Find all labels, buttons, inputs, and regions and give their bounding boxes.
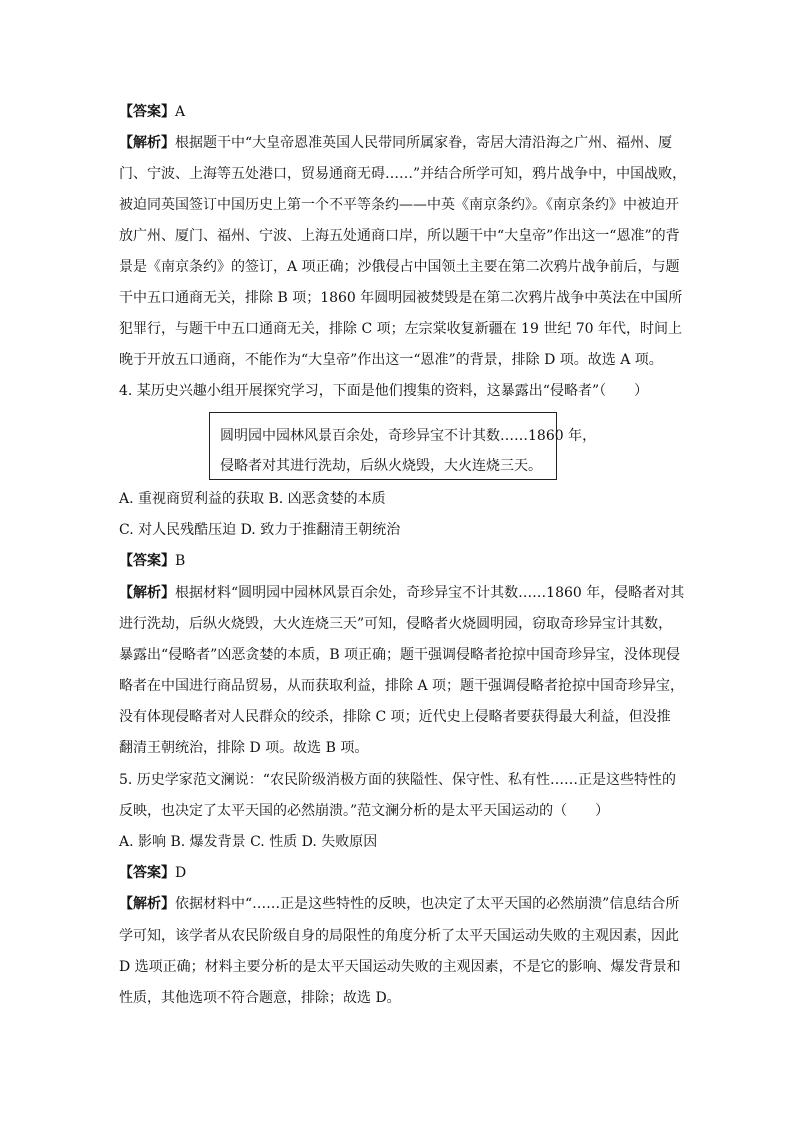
analysis-label: 【解析】: [119, 135, 175, 151]
q4-source-material-box: [209, 412, 597, 480]
q5-stem-line-1: 5. 历史学家范文澜说：“农民阶级消极方面的狭隘性、保守性、私有性……正是这些特性的: [119, 772, 676, 788]
q5-options: A. 影响 B. 爆发背景 C. 性质 D. 失败原因: [119, 834, 378, 850]
q5-stem-line-2: 反映，也决定了太平天国的必然崩溃。”范文澜分析的是太平天国运动的（ ）: [119, 803, 610, 819]
q4-stem: 4. 某历史兴趣小组开展探究学习，下面是他们搜集的资料，这暴露出“侵略者”（ ）: [119, 383, 649, 399]
q3-answer: [119, 102, 679, 122]
q5-analysis-line-2: 学可知，该学者从农民阶级自身的局限性的角度分析了太平天国运动失败的主观因素，因此: [119, 928, 679, 944]
quote-line-2: 侵略者对其进行洗劫，后纵火烧毁，大火连烧三天。: [220, 458, 542, 474]
q4-options-row-2: C. 对人民残酷压迫 D. 致力于推翻清王朝统治: [119, 522, 401, 538]
analysis-label: 【解析】: [119, 585, 175, 601]
q3-analysis-line-3: 被迫同英国签订中国历史上第一个不平等条约——中英《南京条约》。《南京条约》中被迫开: [119, 197, 679, 213]
answer-value: B: [175, 553, 186, 569]
q3-analysis-line-4: 放广州、厦门、福州、宁波、上海五处通商口岸，所以题干中“大皇帝”作出这一“恩准”的背: [119, 228, 680, 244]
answer-value: D: [175, 865, 187, 881]
answer-label: 【答案】: [119, 865, 175, 881]
q3-analysis-line-1: 【解析】根据题干中“大皇帝恩准英国人民带同所属家眷，寄居大清沿海之广州、福州、厦: [119, 135, 673, 151]
q4-answer: [119, 551, 679, 571]
answer-label: 【答案】: [119, 104, 175, 120]
q4-analysis-line-6: 翻清王朝统治，排除 D 项。故选 B 项。: [119, 740, 369, 756]
q3-analysis-line-6: 干中五口通商无关，排除 B 项；1860 年圆明园被焚毁是在第二次鸦片战争中英法在中国所: [119, 290, 683, 306]
q5-analysis-line-3: D 选项正确；材料主要分析的是太平天国运动失败的主观因素，不是它的影响、爆发背景和: [119, 959, 681, 975]
q4-analysis-line-3: 暴露出“侵略者”凶恶贪婪的本质，B 项正确；题干强调侵略者抢掠中国奇珍异宝，没体现侵: [119, 647, 681, 663]
q5-analysis-line-4: 性质，其他选项不符合题意，排除；故选 D。: [119, 990, 401, 1006]
q5-answer: [119, 863, 679, 883]
q4-analysis-line-5: 没有体现侵略者对人民群众的绞杀，排除 C 项；近代史上侵略者要获得最大利益，但没推: [119, 709, 671, 725]
q3-analysis-line-8: 晚于开放五口通商，不能作为“大皇帝”作出这一“恩准”的背景，排除 D 项。故选 A 项。: [119, 352, 663, 368]
q4-analysis-line-2: 进行洗劫，后纵火烧毁，大火连烧三天”可知，侵略者火烧圆明园，窃取奇珍异宝计其数，: [119, 616, 673, 632]
q3-analysis-line-7: 犯罪行，与题干中五口通商无关，排除 C 项；左宗棠收复新疆在 19 世纪 70 年代，时间上: [119, 321, 683, 337]
q3-analysis-line-2: 门、宁波、上海等五处港口，贸易通商无碍……”并结合所学可知，鸦片战争中，中国战败，: [119, 166, 687, 182]
analysis-label: 【解析】: [119, 896, 175, 912]
answer-label: 【答案】: [119, 553, 175, 569]
q3-analysis-line-5: 景是《南京条约》的签订，A 项正确；沙俄侵占中国领土主要在第二次鸦片战争前后，与题: [119, 259, 680, 275]
q4-analysis-line-1: 【解析】根据材料“圆明园中园林风景百余处，奇珍异宝不计其数……1860 年，侵略者对其: [119, 585, 685, 601]
quote-line-1: 圆明园中园林风景百余处，奇珍异宝不计其数……1860 年，: [220, 428, 597, 444]
q5-analysis-line-1: 【解析】依据材料中“……正是这些特性的反映，也决定了太平天国的必然崩溃”信息结合所: [119, 896, 680, 912]
q4-analysis-line-4: 略者在中国进行商品贸易，从而获取利益，排除 A 项；题干强调侵略者抢掠中国奇珍异宝，: [119, 678, 685, 694]
q4-options-row-1: A. 重视商贸利益的获取 B. 凶恶贪婪的本质: [119, 491, 386, 507]
answer-value: A: [175, 104, 186, 120]
